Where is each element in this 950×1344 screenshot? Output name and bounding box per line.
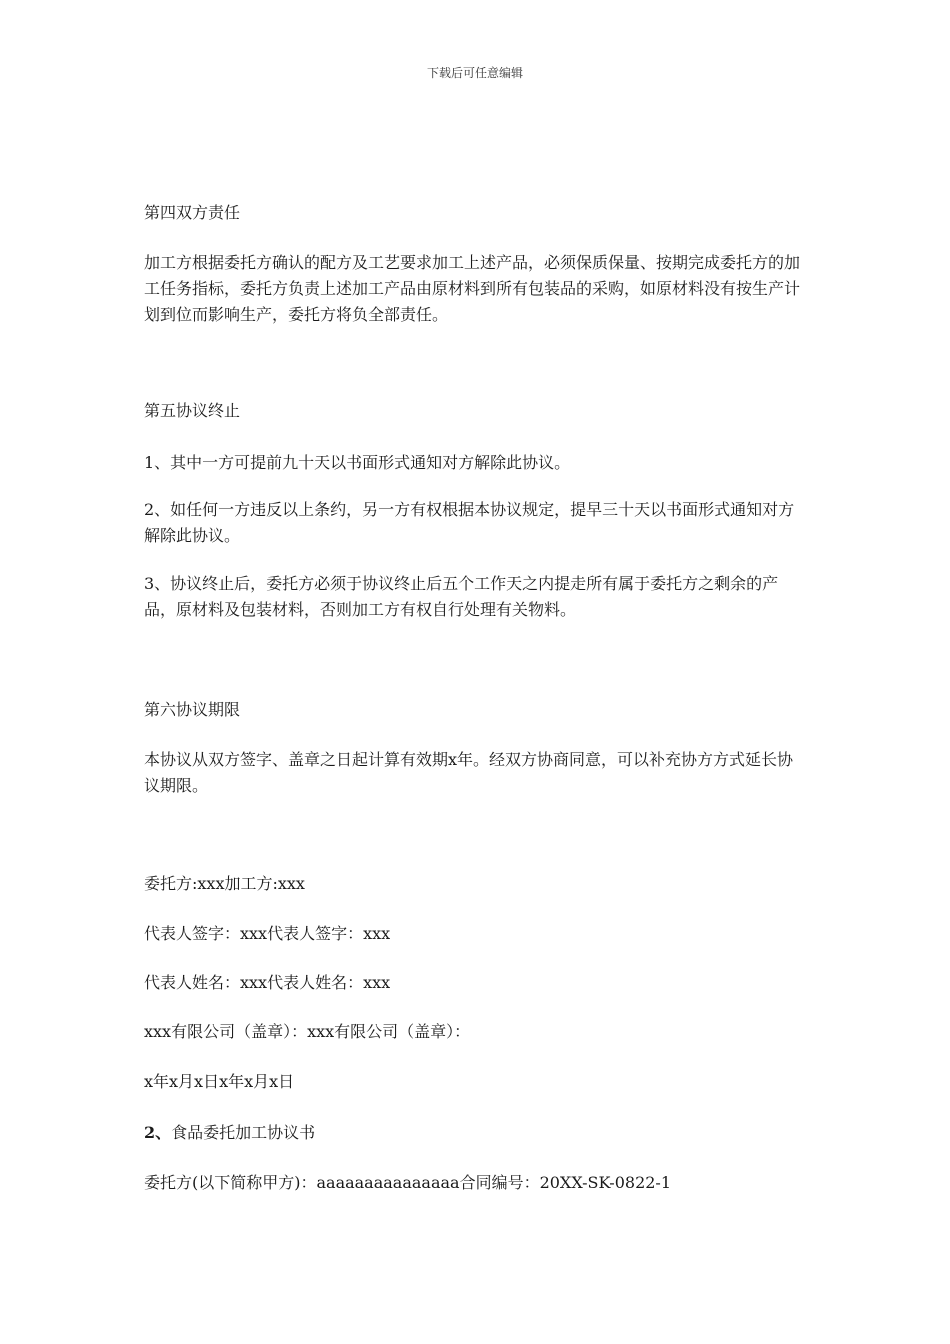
signature-parties: 委托方:xxx加工方:xxx [144,874,305,893]
signature-rep-sign: 代表人签字：xxx代表人签字：xxx [144,924,391,943]
signature-date: x年x月x日x年x月x日 [144,1072,295,1091]
next-document-title: 食品委托加工协议书 [171,1123,316,1142]
next-document-heading [144,1120,808,1146]
section-4-body: 加工方根据委托方确认的配方及工艺要求加工上述产品，必须保质保量、按期完成委托方的加工任务指标，委托方负责上述加工产品由原材料到所有包装品的采购，如原材料没有按生产计划到位而影响生产，委托方将负全部责任。 [144,253,801,324]
next-document-first-line: 委托方(以下简称甲方)：aaaaaaaaaaaaaaa合同编号：20XX-SK-0822-1 [144,1173,672,1192]
signature-companies: xxx有限公司（盖章）：xxx有限公司（盖章）： [144,1022,471,1041]
section-5-item-2: 2、如任何一方违反以上条约，另一方有权根据本协议规定，提早三十天以书面形式通知对方解除此协议。 [144,500,795,545]
section-6-body: 本协议从双方签字、盖章之日起计算有效期x年。经双方协商同意，可以补充协方方式延长协议期限。 [144,750,794,795]
section-5-item-3: 3、协议终止后，委托方必须于协议终止后五个工作天之内提走所有属于委托方之剩余的产品，原材料及包装材料，否则加工方有权自行处理有关物料。 [144,574,779,619]
section-4-title: 第四双方责任 [144,203,241,222]
signature-rep-name: 代表人姓名：xxx代表人姓名：xxx [144,973,391,992]
section-5-item-1: 1、其中一方可提前九十天以书面形式通知对方解除此协议。 [144,453,571,472]
page-header: 下载后可任意编辑 [426,66,523,80]
section-6-title: 第六协议期限 [144,700,241,719]
section-5-title: 第五协议终止 [144,401,241,420]
next-document-number: 2、 [144,1123,172,1142]
